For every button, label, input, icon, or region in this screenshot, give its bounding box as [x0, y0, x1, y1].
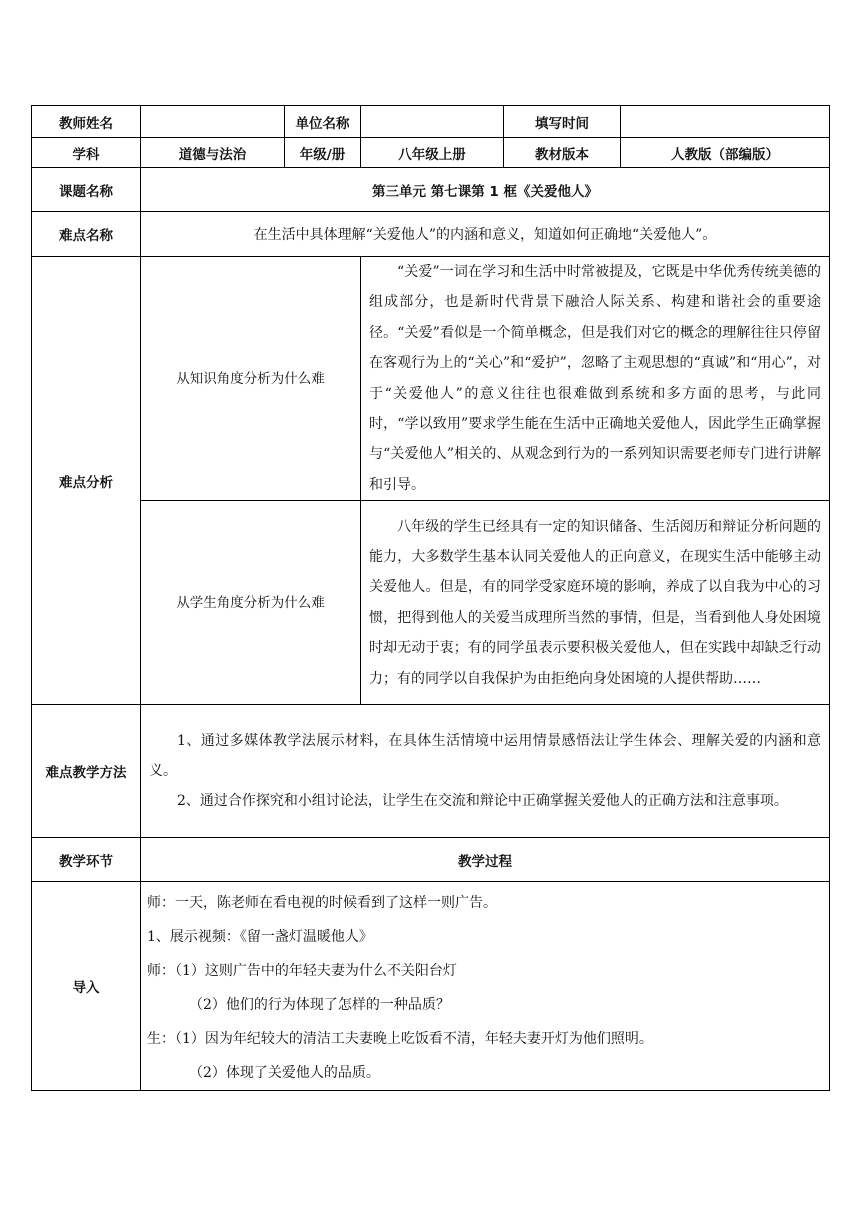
- analysis-student-row: [32, 501, 830, 705]
- teacher-name-field[interactable]: [141, 106, 285, 138]
- intro-process: [141, 882, 829, 1090]
- topic-value: 第三单元 第七课第 1 框《关爱他人》: [141, 168, 830, 212]
- edition-label: 教材版本: [504, 138, 621, 168]
- method-cell: [141, 705, 830, 838]
- stage-header: 教学环节: [32, 838, 141, 882]
- intro-line: （2）他们的行为体现了怎样的一种品质？: [189, 997, 450, 1014]
- fill-date-field[interactable]: [621, 106, 830, 138]
- method-item-2: 2、通过合作探究和小组讨论法，让学生在交流和辩论中正确掌握关爱他人的正确方法和注意事项。: [177, 793, 788, 810]
- topic-label: 课题名称: [32, 168, 141, 212]
- teacher-name-label: 教师姓名: [32, 106, 141, 138]
- student-angle-label: 从学生角度分析为什么难: [176, 594, 325, 611]
- analysis-label: 难点分析: [32, 257, 141, 705]
- unit-name-field[interactable]: [361, 106, 504, 138]
- intro-cell: [141, 882, 830, 1091]
- grade-value: 八年级上册: [361, 138, 504, 168]
- analysis-knowledge-row: [32, 257, 830, 501]
- process-header-row: [32, 838, 830, 882]
- student-angle-text-cell: [361, 501, 830, 705]
- knowledge-angle-text-cell: [361, 257, 830, 501]
- lesson-plan-sheet: [31, 105, 829, 1091]
- student-angle-cell: [141, 501, 361, 705]
- subject-value: 道德与法治: [141, 138, 285, 168]
- intro-line: （2）体现了关爱他人的品质。: [189, 1065, 380, 1082]
- subject-row: [32, 138, 830, 168]
- process-header: 教学过程: [141, 838, 830, 882]
- intro-line: 师：一天，陈老师在看电视的时候看到了这样一则广告。: [147, 895, 497, 912]
- fill-date-label: 填写时间: [504, 106, 621, 138]
- intro-line: 1、展示视频：《留一盏灯温暖他人》: [147, 929, 373, 946]
- knowledge-angle-cell: [141, 257, 361, 501]
- intro-label: 导入: [32, 882, 141, 1091]
- method-row: [32, 705, 830, 838]
- difficulty-row: [32, 212, 830, 257]
- student-angle-text: 八年级的学生已经具有一定的知识储备、生活阅历和辩证分析问题的能力，大多数学生基本认同关爱他人的正向意义，在现实生活中能够主动关爱他人。但是，有的同学受家庭环境的影响，养成了以自我为中心的习惯，把得到他人的关爱当成理所当然的事情，但是，当看到他人身处困境时却无动于衷；有的同学虽表示要积极关爱他人，但在实践中却缺乏行动力；有的同学以自我保护为由拒绝向身处困境的人提供帮助……: [369, 518, 821, 687]
- method-label: 难点教学方法: [32, 705, 141, 838]
- knowledge-angle-label: 从知识角度分析为什么难: [176, 370, 325, 387]
- intro-line: 生：（1）因为年纪较大的清洁工夫妻晚上吃饭看不清，年轻夫妻开灯为他们照明。: [147, 1031, 653, 1048]
- topic-row: [32, 168, 830, 212]
- grade-label: 年级/册: [285, 138, 361, 168]
- subject-label: 学科: [32, 138, 141, 168]
- difficulty-value: 在生活中具体理解“关爱他人”的内涵和意义，知道如何正确地“关爱他人”。: [141, 212, 830, 257]
- edition-value: 人教版（部编版）: [621, 138, 830, 168]
- method-item-1: 1、通过多媒体教学法展示材料，在具体生活情境中运用情景感悟法让学生体会、理解关爱的内涵和意义。: [149, 732, 821, 780]
- intro-line: 师：（1）这则广告中的年轻夫妻为什么不关阳台灯: [147, 963, 457, 980]
- intro-row: [32, 882, 830, 1091]
- difficulty-label: 难点名称: [32, 212, 141, 257]
- knowledge-angle-text: “关爱”一词在学习和生活中时常被提及，它既是中华优秀传统美德的组成部分，也是新时代背景下融洽人际关系、构建和谐社会的重要途径。“关爱”看似是一个简单概念，但是我们对它的概念的理解往往只停留在客观行为上的“关心”和“爱护”，忽略了主观思想的“真诚”和“用心”，对于“关爱他人”的意义往往也很难做到系统和多方面的思考，与此同时，“学以致用”要求学生能在生活中正确地关爱他人，因此学生正确掌握与“关爱他人”相关的、从观念到行为的一系列知识需要老师专门进行讲解和引导。: [369, 264, 821, 493]
- header-row: [32, 106, 830, 138]
- unit-name-label: 单位名称: [285, 106, 361, 138]
- lesson-plan-table: [31, 105, 830, 1091]
